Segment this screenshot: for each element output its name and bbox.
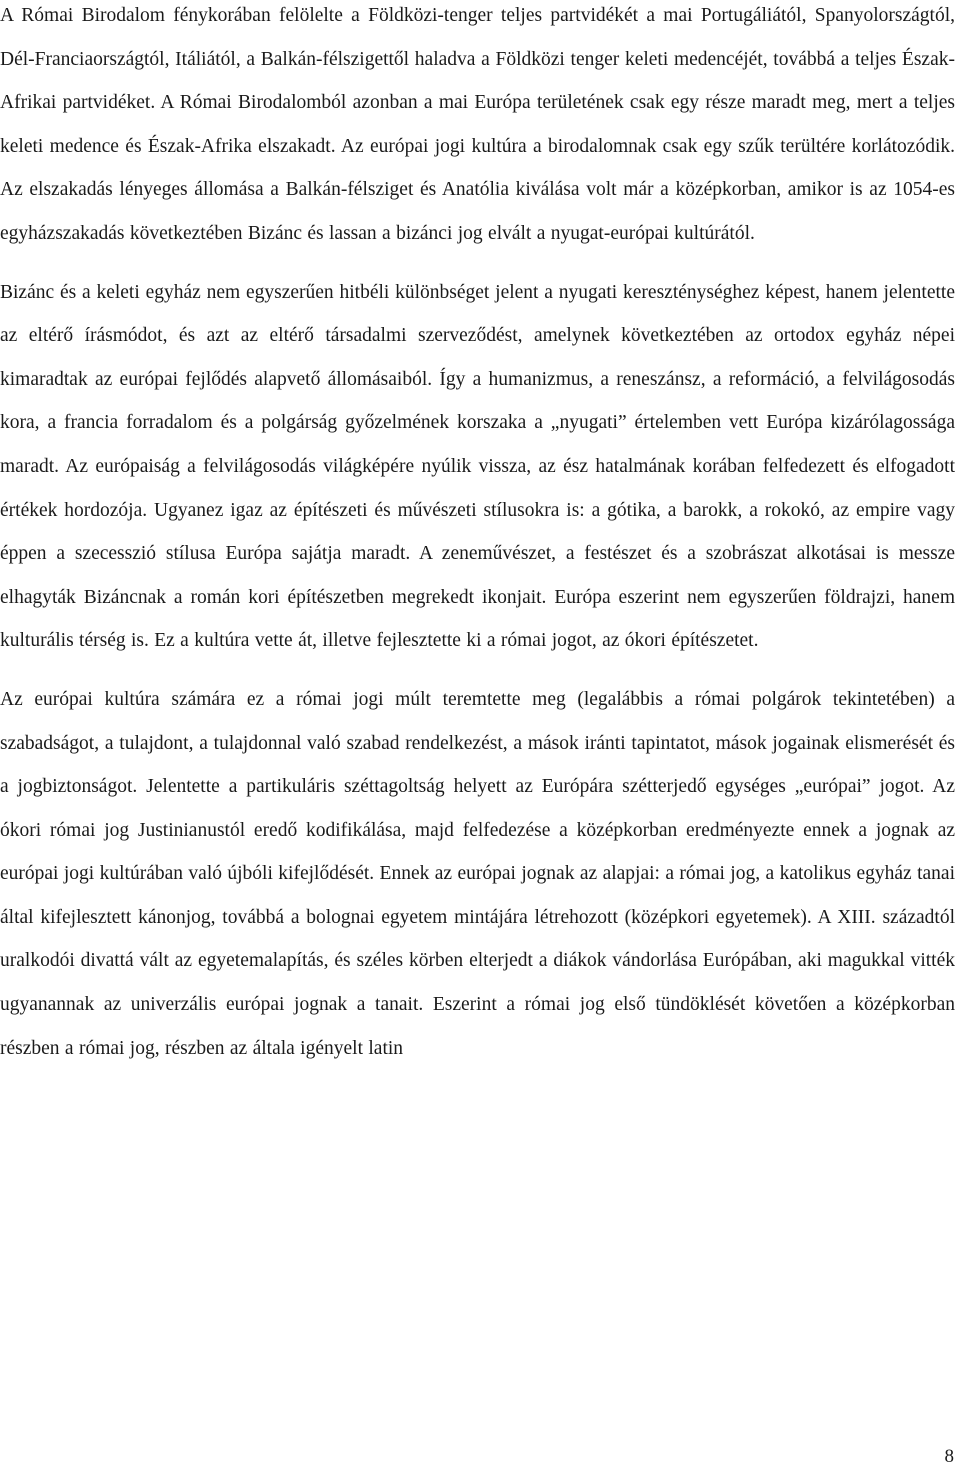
page-number: 8 (944, 1446, 954, 1467)
paragraph-2: Bizánc és a keleti egyház nem egyszerűen hitbéli különbséget jelent a nyugati kereszténységhez képest, hanem jelentette az eltérő írásmódot, és azt az eltérő társadalmi szerveződést, amelynek következtében az ortodox egyház népei kimaradtak az európai fejlődés alapvető állomásaiból. Így a humanizmus, a reneszánsz, a reformáció, a felvilágosodás kora, a francia forradalom és a polgárság győzelmének korszaka a „nyugati” értelemben vett Európa kizárólagossága maradt. Az európaiság a felvilágosodás világképére nyúlik vissza, az ész hatalmának korában felfedezett és elfogadott értékek hordozója. Ugyanez igaz az építészeti és művészeti stílusokra is: a gótika, a barokk, a rokokó, az empire vagy éppen a szecesszió stílusa Európa sajátja maradt. A zeneművészet, a festészet és a szobrászat alkotásai is messze elhagyták Bizáncnak a román kori építészetben megrekedt ikonjait. Európa eszerint nem egyszerűen földrajzi, hanem kulturális térség is. Ez a kultúra vette át, illetve fejlesztette ki a római jogot, az ókori építészetet. (0, 281, 955, 652)
paragraph-3: Az európai kultúra számára ez a római jogi múlt teremtette meg (legalábbis a római polgárok tekintetében) a szabadságot, a tulajdont, a tulajdonnal való szabad rendelkezést, a mások iránti tapintatot, mások jogainak elismerését és a jogbiztonságot. Jelentette a partikuláris széttagoltság helyett az Európára szétterjedő egységes „európai” jogot. Az ókori római jog Justinianustól eredő kodifikálása, majd felfedezése a középkorban eredményezte ennek a jognak az európai jogi kultúrában való újbóli kifejlődését. Ennek az európai jognak az alapjai: a római jog, a katolikus egyház tanai által kifejlesztett kánonjog, továbbá a bolognai egyetem mintájára létrehozott (középkori egyetemek). A XIII. századtól uralkodói divattá vált az egyetemalapítás, és széles körben elterjedt a diákok vándorlása Európában, aki magukkal vitték ugyanannak az univerzális európai jognak a tanait. Eszerint a római jog első tündöklését követően a középkorban részben a római jog, részben az általa igényelt latin (0, 688, 955, 1059)
paragraph-1: A Római Birodalom fénykorában felölelte a Földközi-tenger teljes partvidékét a mai Portugáliától, Spanyolországtól, Dél-Franciaországtól, Itáliától, a Balkán-félszigettől haladva a Földközi tenger keleti medencéjét, továbbá a teljes Észak-Afrikai partvidéket. A Római Birodalomból azonban a mai Európa területének csak egy része maradt meg, mert a teljes keleti medence és Észak-Afrika elszakadt. Az európai jogi kultúra a birodalomnak csak egy szűk terültére korlátozódik. Az elszakadás lényeges állomása a Balkán-félsziget és Anatólia kiválása volt már a középkorban, amikor is az 1054-es egyházszakadás következtében Bizánc és lassan a bizánci jog elvált a nyugat-európai kultúrától. (0, 5, 955, 244)
